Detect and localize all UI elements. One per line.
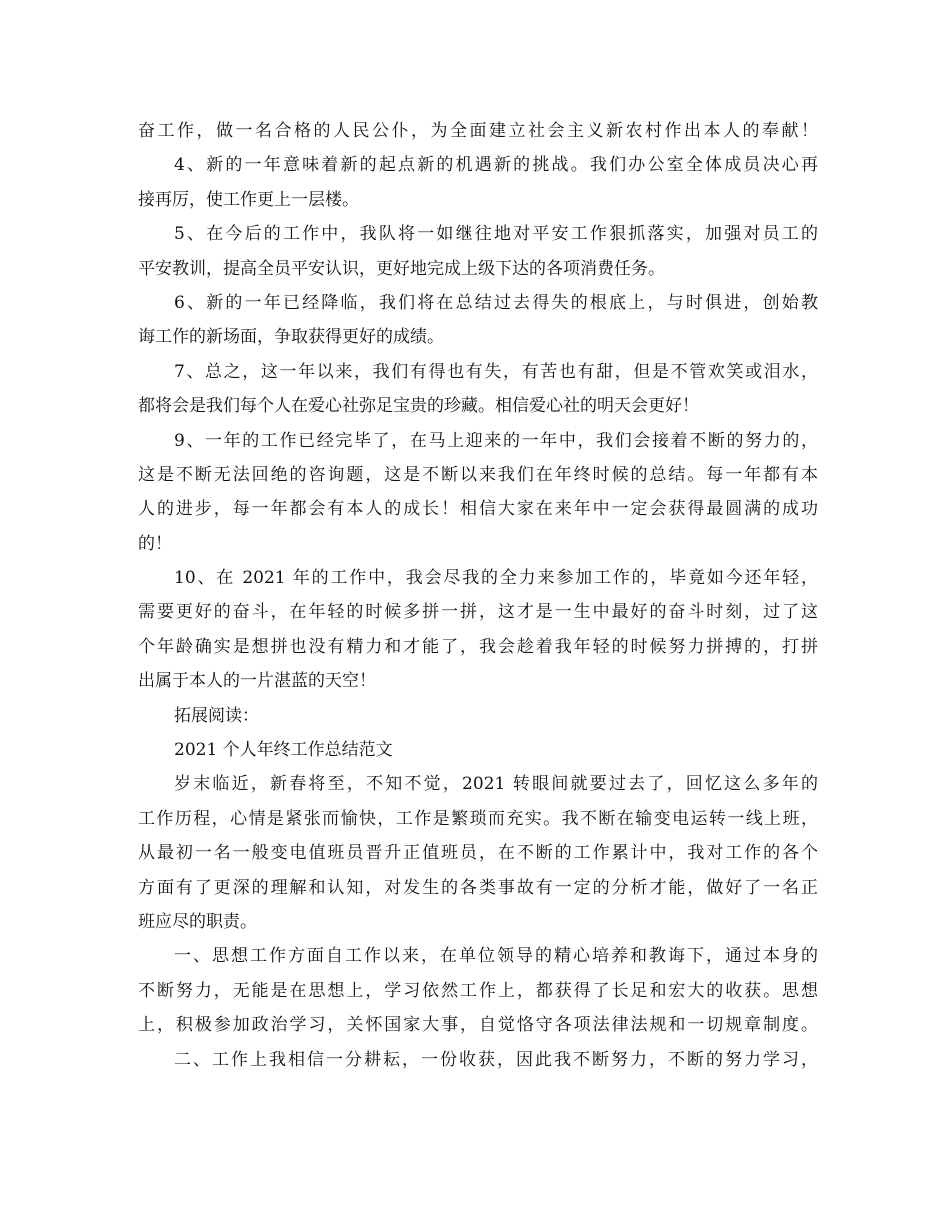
article-title: 2021 个人年终工作总结范文: [174, 740, 393, 761]
text-line: 7、总之，这一年以来，我们有得也有失，有苦也有甜，但是不管欢笑或泪水，: [174, 361, 818, 382]
text-line: 诲工作的新场面，争取获得更好的成绩。: [138, 327, 444, 348]
text-line: 出属于本人的一片湛蓝的天空！: [138, 671, 376, 692]
text-line: 4、新的一年意味着新的起点新的机遇新的挑战。我们办公室全体成员决心再: [174, 155, 818, 176]
text-line: 从最初一名一般变电值班员晋升正值班员，在不断的工作累计中，我对工作的各个: [138, 843, 818, 864]
section-heading: 拓展阅读：: [174, 705, 259, 726]
text-line: 9、一年的工作已经完毕了，在马上迎来的一年中，我们会接着不断的努力的，: [174, 430, 818, 451]
text-line: 接再厉，使工作更上一层楼。: [138, 189, 359, 210]
text-line: 方面有了更深的理解和认知，对发生的各类事故有一定的分析才能，做好了一名正: [138, 877, 818, 898]
text-line: 奋工作，做一名合格的人民公仆，为全面建立社会主义新农村作出本人的奉献！: [138, 121, 818, 141]
text-line: 一、思想工作方面自工作以来，在单位领导的精心培养和教诲下，通过本身的: [174, 946, 818, 967]
text-line: 需要更好的奋斗，在年轻的时候多拼一拼，这才是一生中最好的奋斗时刻，过了这: [138, 602, 818, 623]
text-line: 6、新的一年已经降临，我们将在总结过去得失的根底上，与时俱进，创始教: [174, 292, 818, 313]
text-line: 都将会是我们每个人在爱心社弥足宝贵的珍藏。相信爱心社的明天会更好！: [138, 396, 699, 417]
text-line: 上，积极参加政治学习，关怀国家大事，自觉恪守各项法律法规和一切规章制度。: [138, 1015, 818, 1036]
text-line: 5、在今后的工作中，我队将一如继往地对平安工作狠抓落实，加强对员工的: [174, 224, 818, 245]
text-line: 平安教训，提高全员平安认识，更好地完成上级下达的各项消费任务。: [138, 258, 665, 279]
text-line: 10、在 2021 年的工作中，我会尽我的全力来参加工作的，毕竟如今还年轻，: [174, 568, 818, 589]
text-line: 班应尽的职责。: [138, 911, 257, 932]
text-line: 的！: [138, 533, 172, 554]
text-line: 个年龄确实是想拼也没有精力和才能了，我会趁着我年轻的时候努力拼搏的，打拼: [138, 636, 818, 657]
text-line: 岁末临近，新春将至，不知不觉，2021 转眼间就要过去了，回忆这么多年的: [174, 774, 818, 795]
text-line: 工作历程，心情是紧张而愉快，工作是繁琐而充实。我不断在输变电运转一线上班，: [138, 808, 818, 829]
document-body: [138, 114, 818, 1077]
text-line: 二、工作上我相信一分耕耘，一份收获，因此我不断努力，不断的努力学习，: [174, 1049, 818, 1070]
text-line: 人的进步，每一年都会有本人的成长！相信大家在来年中一定会获得最圆满的成功: [138, 499, 818, 520]
text-line: 不断努力，无能是在思想上，学习依然工作上，都获得了长足和宏大的收获。思想: [138, 980, 818, 1001]
text-line: 这是不断无法回绝的咨询题，这是不断以来我们在年终时候的总结。每一年都有本: [138, 464, 818, 485]
